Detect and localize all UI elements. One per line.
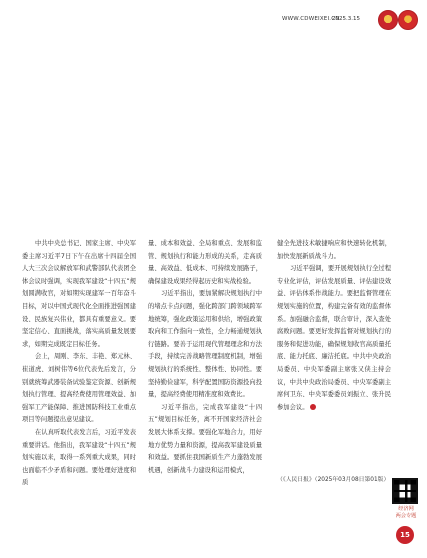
paragraph bbox=[277, 263, 391, 414]
issue-date: 2025.3.15 bbox=[332, 16, 360, 22]
page-number: 15 bbox=[396, 526, 414, 544]
article-column-2 bbox=[148, 238, 262, 477]
party-emblem-icon bbox=[378, 10, 398, 30]
article-source: （《人民日报》（2025年03月08日第01版） bbox=[277, 477, 390, 483]
paragraph: 在认真听取代表发言后，习近平发表重要讲话。他指出，我军建设“十四五”规划实施以来，取得一系列重大成果，同时也面临不少矛盾和问题。要处理好进度和质 bbox=[22, 428, 136, 487]
end-mark-icon bbox=[310, 404, 316, 410]
article-column-3 bbox=[277, 238, 391, 414]
article-column-1 bbox=[22, 238, 136, 490]
paragraph: 健全先进技术敏捷响应和快速转化机制，加快发展新质战斗力。 bbox=[277, 240, 391, 260]
qr-code-icon[interactable] bbox=[392, 478, 418, 504]
paragraph: 量、成本和效益、全局和重点、发展和监管、规划执行和能力形成的关系，走高质量、高效益、低成本、可持续发展路子，确保建设成果经得起历史和实战检验。 bbox=[148, 240, 262, 285]
paragraph-text: 习近平强调，要开展规划执行全过程专业化评估，评估发展质量、评估建设效益、评估体系作战能力。要把监督管理在规划实施的位置，构建完备有效的监督体系。加强融合监督，联合审计，深入查处腐败问题。要更好发挥监督对规划执行的服务和促进功能，确保规划收官高质量托底、能力托底、廉洁托底。中共中央政治局委员、中央军委副主席张又侠主持会议，中共中央政治局委员、中央军委副主席何卫东、中央军委委员刘振立、张升民参加会议。 bbox=[277, 265, 391, 411]
page-header bbox=[0, 8, 427, 36]
paragraph: 中共中央总书记、国家主席、中央军委主席习近平7日下午在出席十四届全国人大三次会议解放军和武警部队代表团全体会议时强调，实现我军建设“十四五”规划圆满收官，对如期实现建军一百年奋斗目标，对以中国式现代化全面推进强国建设、民族复兴伟业，都具有重要意义。要坚定信心、直面挑战，落实高质量发展要求，如期完成既定目标任务。 bbox=[22, 240, 136, 348]
paragraph: 习近平指出，要加紧解决规划执行中的堵点卡点问题，强化跨部门跨领域跨军地统筹，强化政策运用和供给，增强政策取向和工作指向一致性，全力畅通规划执行链路。要善于运用现代管理理念和方法手段，持续完善战略管理制度机制，增强规划执行的系统性、整体性、协同性。要坚持勤俭建军，科学配置国防资源投向投量，提高经费使用精准度和效费比。 bbox=[148, 290, 262, 399]
paragraph: 会上，周刚、李东、丰艳、郑元林、崔道虎、刘树伟等6位代表先后发言，分别就统筹武器装备试验鉴定资源、创新规划执行管理、提高经费使用管理效益、加强军工产能保障、推进国防科技工业重点项目等问题提出意见建议。 bbox=[22, 353, 136, 424]
national-emblem-icon bbox=[398, 10, 418, 30]
site-url[interactable]: WWW.CDWEIXEI.CN bbox=[282, 16, 340, 22]
qr-label: 经济网 两会专题 bbox=[395, 506, 417, 519]
paragraph: 习近平指出，完成我军建设“十四五”规划目标任务，离不开国家经济社会发展大体系支撑。要强化军地合力，用好地方优势力量和资源，提高我军建设质量和效益。要抓住我国新质生产力蓬勃发展机遇，创新战斗力建设和运用模式， bbox=[148, 403, 262, 474]
